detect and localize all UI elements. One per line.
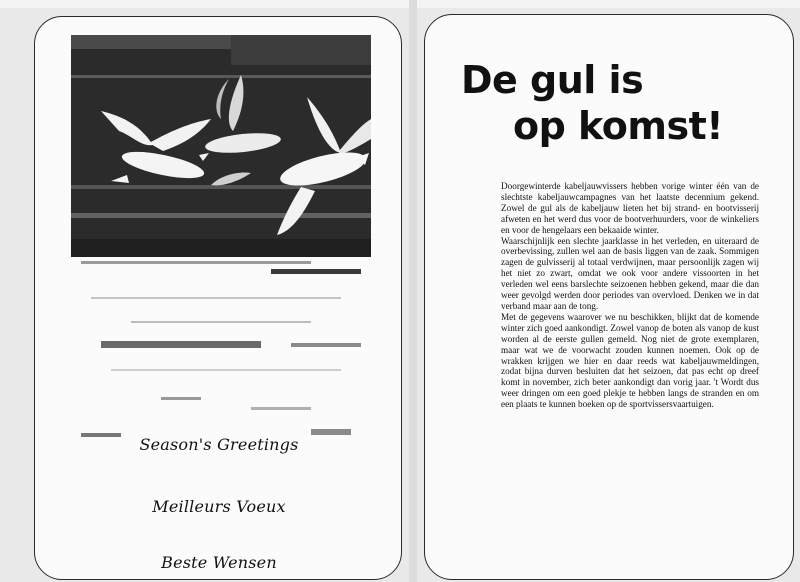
birds-photo	[71, 35, 371, 257]
meilleurs-voeux-text: Meilleurs Voeux	[152, 497, 286, 516]
beste-wensen-text: Beste Wensen	[161, 553, 277, 572]
headline	[461, 57, 723, 149]
faded-water-texture	[71, 257, 371, 457]
article-paragraph: Waarschijnlijk een slechte jaarklasse in het verleden, en uiteraard de overbevissing, zullen wel aan de basis liggen van de zaak. Sommigen zagen de gulvisserij al totaal verdwijnen, maar persoonlijk zagen wij het niet zo zwart, omdat we ook voor andere vissoorten in het verleden wel eens barslechte seizoenen hebben gekend, maar die dan weer gevolgd werden door periodes van overvloed. Denken we in dat verband maar aan de tong.	[501, 235, 759, 311]
greeting-card	[34, 16, 402, 580]
article-paragraph: Met de gegevens waarover we nu beschikken, blijkt dat de komende winter zich goed aankondigt. Zowel vanop de boten als vanop de kust worden al de eerste gullen gemeld. Nog niet de grote exemplaren, maar wat we de voorwacht zouden kunnen noemen. Ook op de wrakken krijgen we hier en daar reeds wat kabeljauwmeldingen, zodat bijna durven besluiten dat het seizoen, dat pas echt op dreef komt in november, zich beter aankondigt dan vorig jaar. 't Wordt dus weer dringen om een goed plekje te hebben langs de stranden en om een plaats te kunnen boeken op de sportvissersvaartuigen.	[501, 311, 759, 410]
page-gutter	[409, 0, 417, 582]
article-paragraph: Doorgewinterde kabeljauwvissers hebben vorige winter één van de slechtste kabeljauwcampagnes van het laatste decennium gekend. Zowel de gul als de kabeljauw lieten het bij strand- en bootvisserij afweten en het werd dus voor de bootverhuurders, voor de winkeliers en voor de hengelaars een bekaaide winter.	[501, 181, 759, 235]
season-greetings-text: Season's Greetings	[139, 435, 299, 454]
article-body	[501, 181, 759, 410]
headline-line-2: op komst!	[513, 104, 724, 148]
top-strip	[0, 0, 800, 8]
flying-gulls-illustration	[71, 35, 371, 257]
headline-line-1: De gul is	[461, 58, 644, 102]
article-card	[424, 14, 794, 580]
